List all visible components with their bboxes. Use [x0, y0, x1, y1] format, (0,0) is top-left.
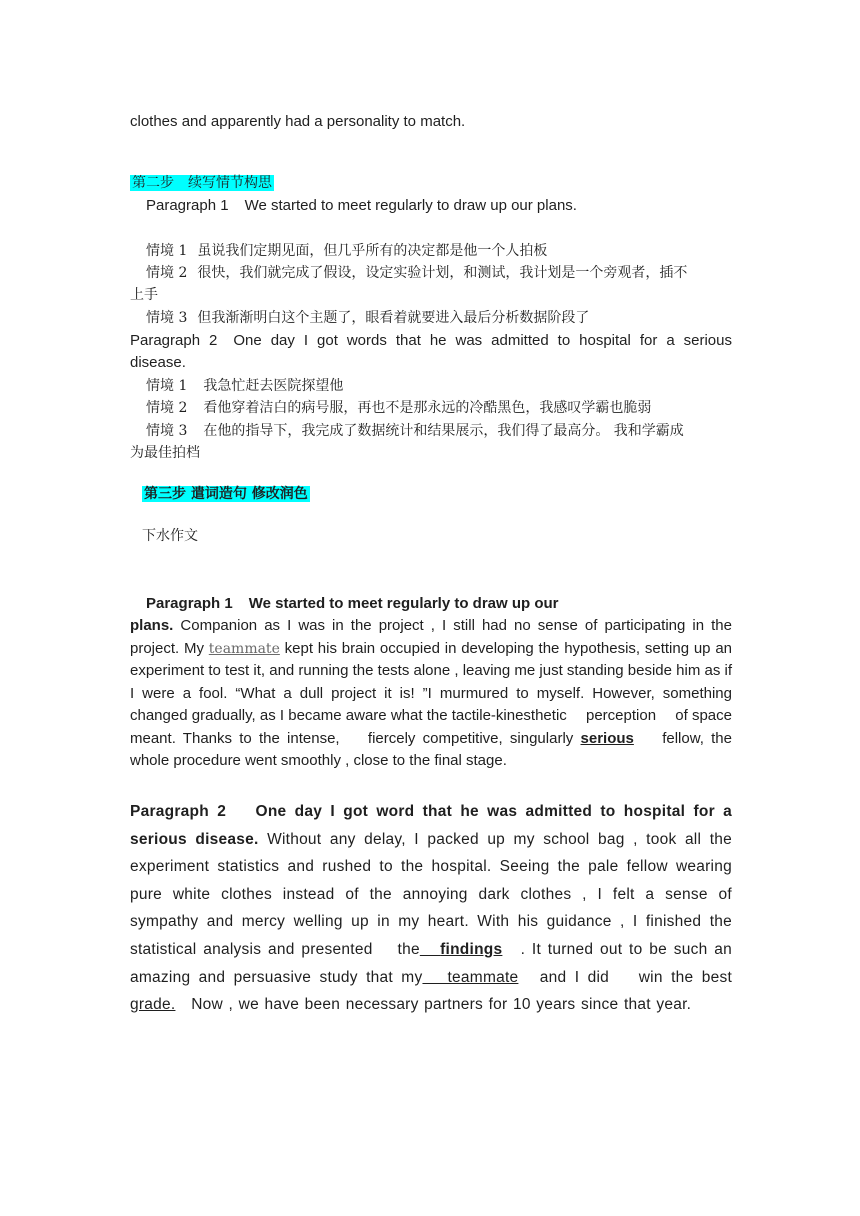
scene-label: 情境 1: [146, 243, 188, 259]
scene-label: 情境 1: [146, 378, 188, 394]
essay-p2-grade: grade.: [130, 996, 176, 1014]
p2-scene-3: [146, 420, 684, 442]
step3-sub: 下水作文: [142, 528, 198, 544]
p2-outline-line1: [130, 330, 732, 352]
step2-heading-text: 第二步 续写情节构思: [132, 175, 272, 191]
p1-scene-2: [146, 262, 687, 284]
essay-p1-head: [146, 593, 559, 615]
p1-scene-1: [146, 240, 547, 262]
essay-p1-serious: serious: [580, 729, 634, 747]
scene-text: 我急忙赶去医院探望他: [203, 378, 344, 394]
essay-p2-text-c: and I did win the best: [518, 968, 733, 986]
essay-p1-bold-a: We started to meet regularly to draw up our: [248, 595, 559, 612]
scene-text: 但我渐渐明白这个主题了，眼看着就要进入最后分析数据阶段了: [197, 310, 590, 326]
scene-label: 情境 3: [146, 423, 188, 439]
p2-outline-line2: disease.: [130, 354, 186, 371]
scene-label: 情境 2: [146, 265, 188, 281]
p1-outline: [146, 195, 577, 217]
essay-paragraph-2: [130, 798, 732, 1019]
p2-scene-2: [146, 397, 651, 419]
step3-heading: [142, 483, 310, 505]
p2-label: Paragraph 2: [130, 332, 218, 349]
p1-scene-2-cont: 上手: [130, 287, 158, 303]
p1-label: Paragraph 1: [146, 197, 229, 214]
p1-scene-3: [146, 307, 589, 329]
p2-text-1: One day I got words that he was admitted to hospital for a serious: [233, 332, 732, 349]
scene-label: 情境 2: [146, 400, 188, 416]
essay-paragraph-1: [130, 615, 752, 773]
essay-p2-bold: Paragraph 2 One day I got word that he was admitted to hospital for a serious disease.: [130, 803, 732, 848]
step2-heading: [130, 172, 274, 194]
essay-p2-text-b: . It turned out to be such an amazing and persuasive study that my: [130, 940, 732, 986]
step3-heading-text: 第三步 遣词造句 修改润色: [144, 486, 308, 502]
scene-text: 在他的指导下，我完成了数据统计和结果展示，我们得了最高分。 我和学霸成: [203, 423, 684, 439]
scene-text: 虽说我们定期见面，但几乎所有的决定都是他一个人拍板: [197, 243, 548, 259]
essay-p1-bold-b: plans.: [130, 617, 174, 634]
p2-scene-1: [146, 375, 343, 397]
essay-p2-text-d: Now , we have been necessary partners for 10 years since that year.: [175, 996, 692, 1014]
intro-line: clothes and apparently had a personality to match.: [130, 113, 466, 130]
essay-p1-teammate: teammate: [208, 640, 280, 657]
p2-scene-3-cont: 为最佳拍档: [130, 445, 200, 461]
scene-text: 看他穿着洁白的病号服，再也不是那永远的冷酷黑色，我感叹学霸也脆弱: [203, 400, 652, 416]
essay-p1-label: Paragraph 1: [146, 595, 233, 612]
essay-p1-text-a: Companion as I was in the project , I still had no sense of participating in the project. My: [130, 617, 732, 657]
scene-text: 很快，我们就完成了假设，设定实验计划，和测试，我计划是一个旁观者，插不: [197, 265, 688, 281]
essay-p1-text-c: fellow, the whole procedure went smoothly , close to the final stage.: [130, 729, 732, 769]
scene-label: 情境 3: [146, 310, 188, 326]
essay-p1-text-b: kept his brain occupied in developing the hypothesis, setting up an experiment to test it, and running the tests alone , leaving me just standing beside him as if I were a fool. “What a dull project it is! ”I murmured to myself. However, something changed gradually, as I became aware what the tactile-kinesthetic perception of space meant. Thanks to the intense, fiercely competitive, singularly: [130, 639, 752, 747]
essay-p2-findings: findings: [440, 940, 503, 958]
p1-text: We started to meet regularly to draw up our plans.: [244, 197, 577, 214]
essay-p2-text-a: Without any delay, I packed up my school bag , took all the experiment statistics and rushed to the hospital. Seeing the pale fellow wearing pure white clothes instead of the annoying dark clothes , I felt a sense of sympathy and mercy welling up in my heart. With his guidance , I finished the statistical analysis and presented the: [130, 830, 732, 958]
essay-p2-teammate: teammate: [447, 968, 519, 986]
